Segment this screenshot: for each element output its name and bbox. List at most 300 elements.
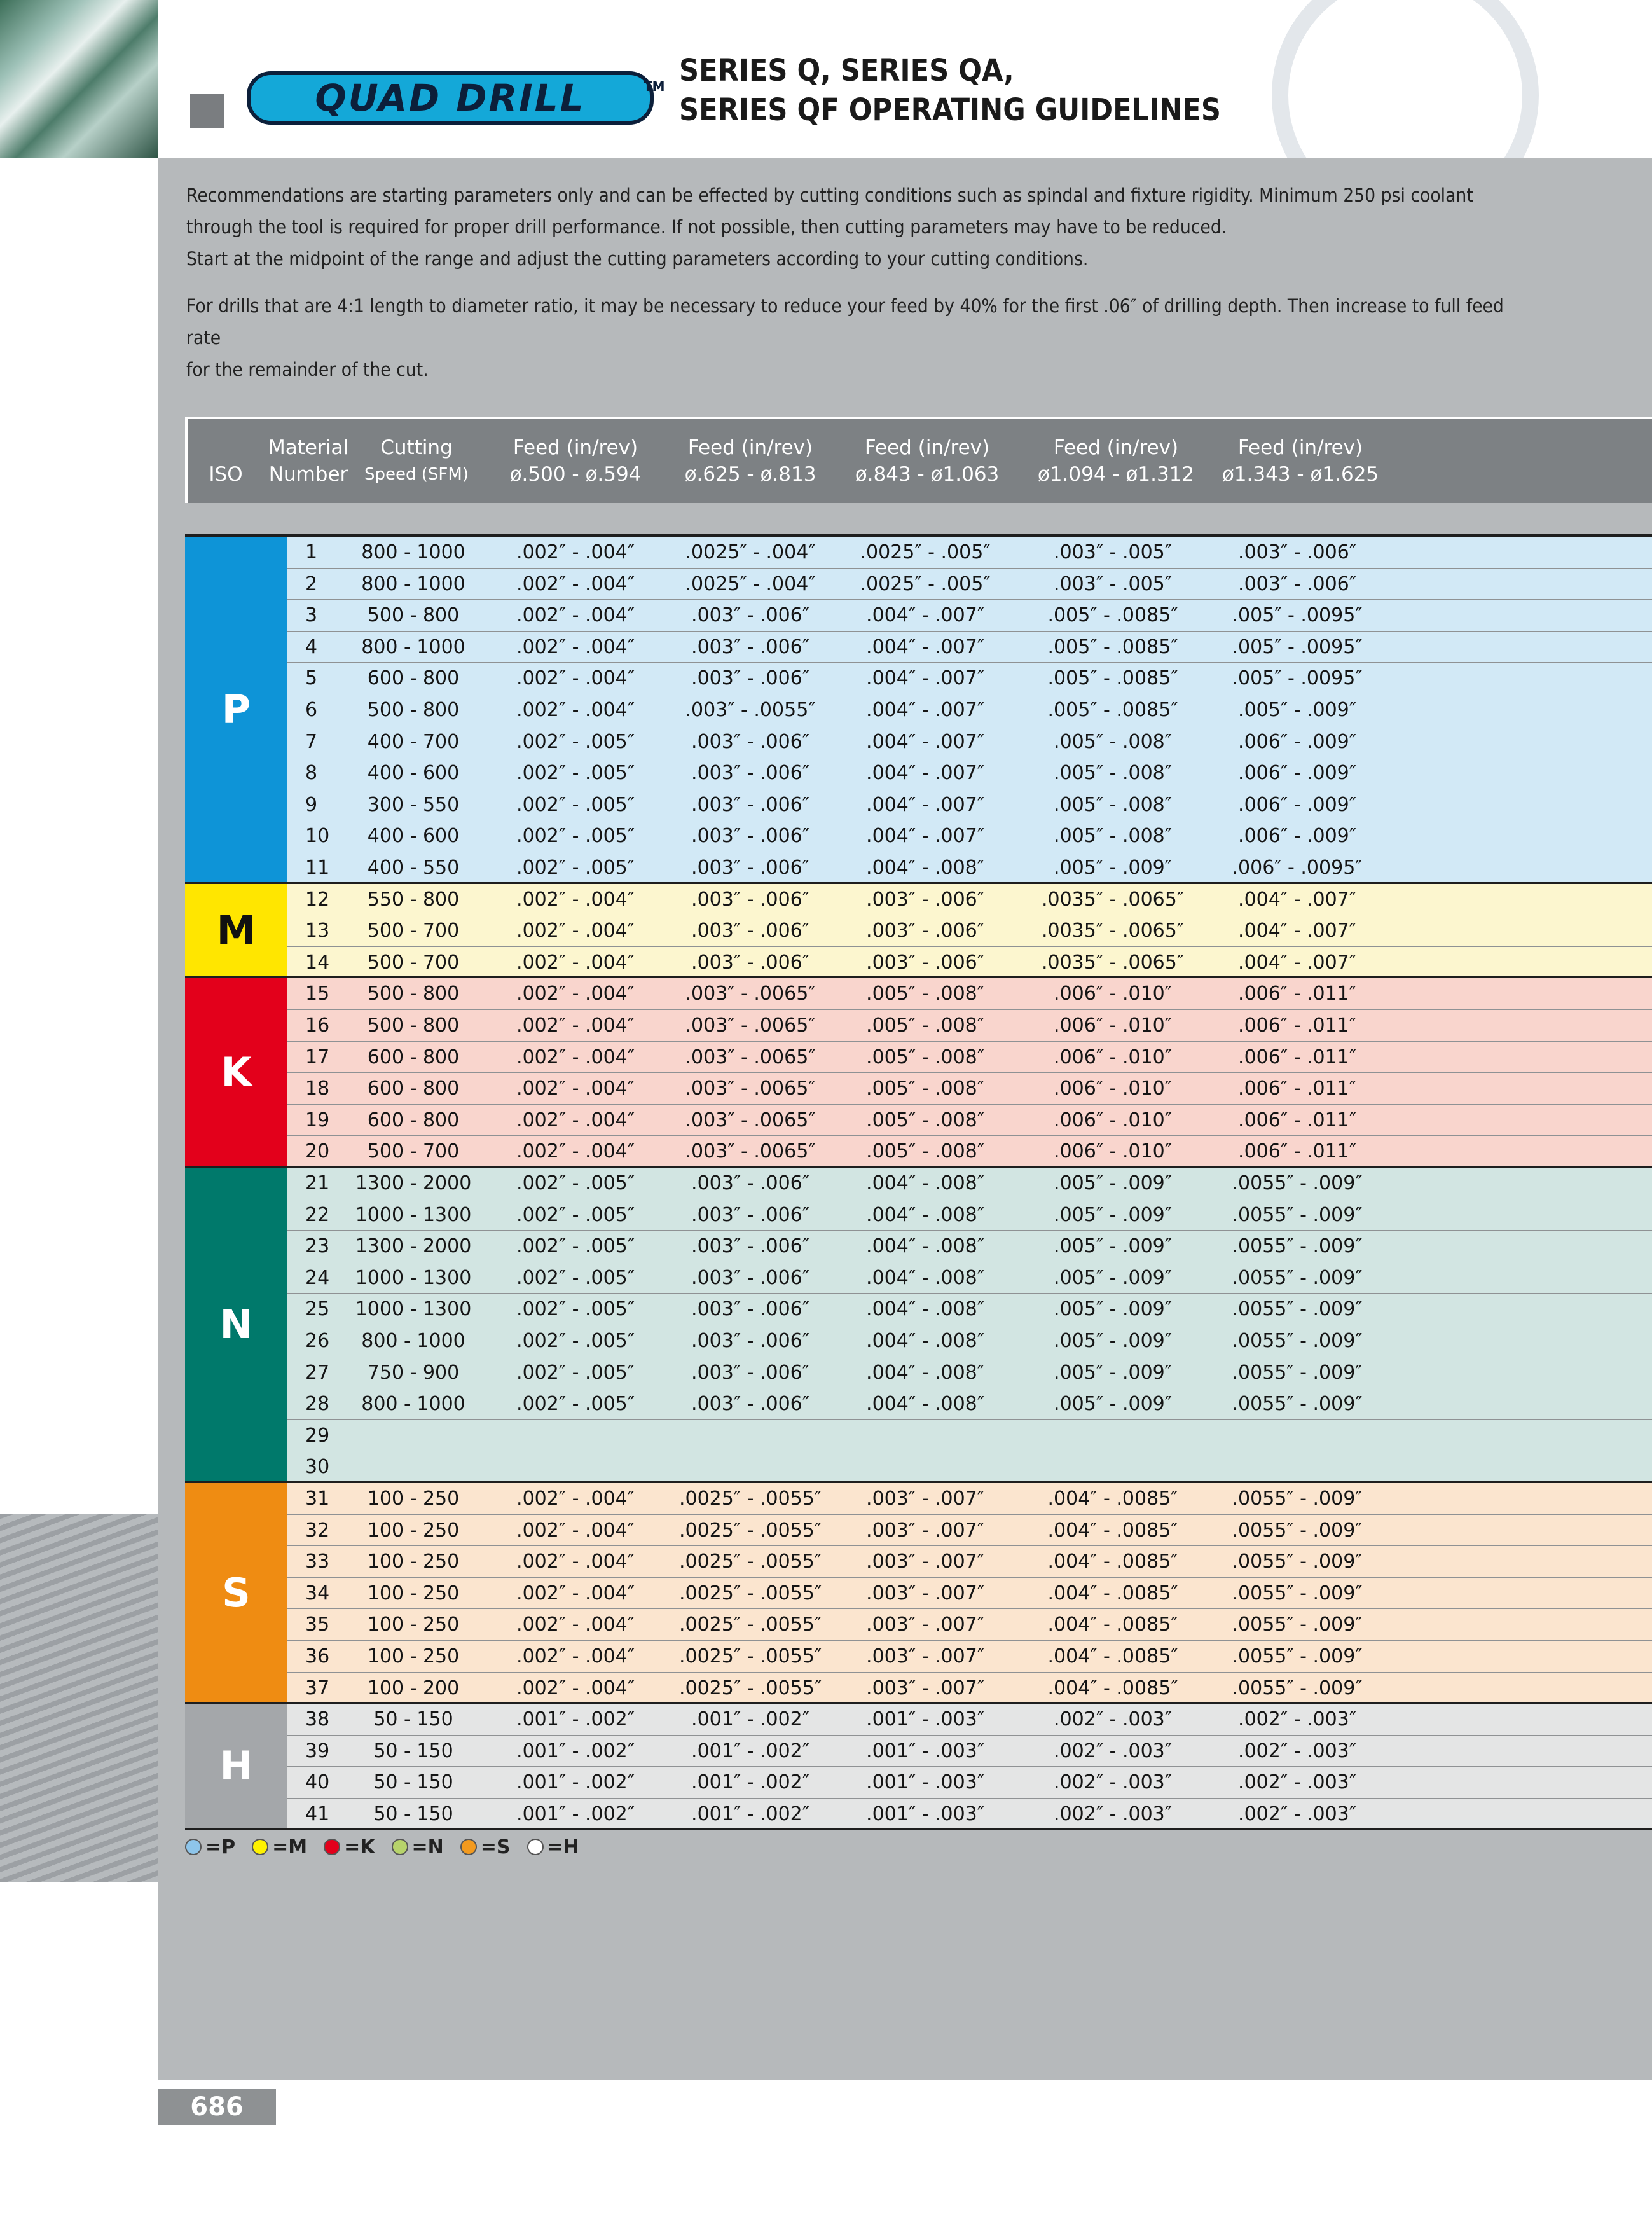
feed-3: .0025″ - .005″ [860, 541, 991, 563]
table-row [287, 1388, 1652, 1420]
feed-5: .0055″ - .009″ [1232, 1203, 1363, 1226]
material-number: 27 [305, 1361, 330, 1384]
feed-4: .006″ - .010″ [1054, 1140, 1172, 1163]
feed-4: .006″ - .010″ [1054, 1109, 1172, 1131]
feed-1: .002″ - .004″ [516, 1645, 635, 1668]
table-row [287, 1294, 1652, 1325]
cutting-speed: 500 - 700 [367, 951, 460, 974]
cutting-speed: 100 - 250 [367, 1582, 460, 1605]
feed-4: .003″ - .005″ [1054, 572, 1172, 595]
header-material [264, 434, 353, 488]
feed-2: .003″ - .006″ [691, 888, 809, 911]
feed-2: .003″ - .006″ [691, 1330, 809, 1352]
header-feed-1-line2: ø.500 - ø.594 [509, 463, 642, 486]
material-number: 35 [305, 1613, 330, 1636]
table-row [287, 947, 1652, 979]
page-bottom [158, 2080, 1652, 2231]
feed-3: .004″ - .007″ [866, 635, 984, 658]
feed-1: .002″ - .004″ [516, 1519, 635, 1542]
feed-1: .002″ - .005″ [516, 1330, 635, 1352]
feed-3: .004″ - .008″ [866, 1361, 984, 1384]
feed-1: .002″ - .004″ [516, 1488, 635, 1510]
feed-1 [490, 1451, 661, 1482]
table-row [287, 884, 1652, 916]
header-square [190, 94, 224, 128]
table-row [287, 1767, 1652, 1799]
legend-item [527, 1836, 579, 1858]
legend-label: =S [480, 1835, 511, 1858]
feed-5 [1202, 1420, 1393, 1451]
cutting-speed: 400 - 600 [367, 825, 460, 848]
cutting-speed: 500 - 700 [367, 1140, 460, 1163]
material-number: 25 [305, 1298, 330, 1321]
feed-1 [490, 1420, 661, 1451]
feed-4: .004″ - .0085″ [1047, 1676, 1178, 1699]
table-row [287, 757, 1652, 789]
cutting-speed: 100 - 250 [367, 1645, 460, 1668]
feed-1: .002″ - .005″ [516, 1361, 635, 1384]
page-title [679, 51, 1379, 130]
feed-1: .002″ - .005″ [516, 1235, 635, 1258]
legend-item [252, 1836, 307, 1858]
material-number: 29 [305, 1424, 330, 1447]
feed-5: .006″ - .011″ [1238, 1140, 1356, 1163]
table-row [287, 820, 1652, 852]
feed-1: .001″ - .002″ [516, 1771, 635, 1794]
feed-4: .005″ - .008″ [1054, 793, 1172, 816]
intro-p2-line1: For drills that are 4:1 length to diameter ratio, it may be necessary to reduce your feed by 40% for the first .06″ of drilling depth. Then increase to full feed rate [186, 295, 1504, 349]
material-number: 26 [305, 1330, 330, 1352]
table-row [287, 1199, 1652, 1231]
header-speed-line1: Cutting [380, 436, 453, 459]
table-row [287, 1420, 1652, 1452]
logo-text: QUAD DRILL [315, 76, 586, 120]
feed-4: .002″ - .003″ [1054, 1803, 1172, 1825]
feed-3: .001″ - .003″ [866, 1739, 984, 1762]
header-feed-5-line1: Feed (in/rev) [1237, 436, 1363, 459]
material-number: 24 [305, 1266, 330, 1289]
feed-4: .002″ - .003″ [1054, 1771, 1172, 1794]
feed-4: .005″ - .008″ [1054, 730, 1172, 753]
header-speed-line2: Speed (SFM) [364, 465, 469, 484]
table-row [287, 1736, 1652, 1767]
feed-2: .003″ - .006″ [691, 1298, 809, 1321]
material-number: 18 [305, 1077, 330, 1100]
feed-1: .002″ - .005″ [516, 1203, 635, 1226]
feed-2 [664, 1420, 836, 1451]
table-row [287, 978, 1652, 1010]
feed-2: .003″ - .006″ [691, 667, 809, 690]
feed-5: .0055″ - .009″ [1232, 1488, 1363, 1510]
quad-drill-logo [247, 71, 654, 125]
feed-4: .006″ - .010″ [1054, 1014, 1172, 1037]
feed-4: .005″ - .0085″ [1047, 604, 1178, 627]
header-material-line1: Material [268, 436, 348, 459]
iso-group-m: M [185, 884, 287, 979]
intro-p1-line2: through the tool is required for proper drill performance. If not possible, then cutting parameters may have to be reduced. [186, 216, 1227, 238]
material-number: 40 [305, 1771, 330, 1794]
iso-group-s: S [185, 1483, 287, 1704]
table-header [185, 417, 1652, 503]
material-number: 20 [305, 1140, 330, 1163]
feed-4: .006″ - .010″ [1054, 1046, 1172, 1068]
material-number: 37 [305, 1676, 330, 1699]
table-row [287, 789, 1652, 821]
cutting-speed: 500 - 800 [367, 604, 460, 627]
feed-4: .006″ - .010″ [1054, 983, 1172, 1005]
feed-3: .004″ - .008″ [866, 1203, 984, 1226]
feed-5: .003″ - .006″ [1238, 572, 1356, 595]
material-number: 38 [305, 1708, 330, 1731]
feed-1: .002″ - .005″ [516, 1266, 635, 1289]
cutting-speed: 600 - 800 [367, 1046, 460, 1068]
feed-5: .0055″ - .009″ [1232, 1172, 1363, 1194]
feed-4: .0035″ - .0065″ [1041, 888, 1185, 911]
feed-5: .003″ - .006″ [1238, 541, 1356, 563]
legend-label: =N [411, 1835, 444, 1858]
feed-5: .0055″ - .009″ [1232, 1298, 1363, 1321]
feed-3: .004″ - .008″ [866, 1393, 984, 1416]
feed-2: .003″ - .006″ [691, 1266, 809, 1289]
feed-4: .0035″ - .0065″ [1041, 920, 1185, 943]
header-feed-3-line2: ø.843 - ø1.063 [855, 463, 1000, 486]
feed-5: .006″ - .009″ [1238, 825, 1356, 848]
table-row [287, 1042, 1652, 1074]
feed-2: .0025″ - .004″ [685, 572, 816, 595]
feed-1: .002″ - .005″ [516, 1298, 635, 1321]
cutting-speed: 50 - 150 [373, 1708, 453, 1731]
feed-3: .004″ - .008″ [866, 1330, 984, 1352]
feed-3: .004″ - .007″ [866, 667, 984, 690]
feed-1: .002″ - .004″ [516, 635, 635, 658]
feed-1: .002″ - .004″ [516, 1551, 635, 1573]
table-row [287, 600, 1652, 632]
table-row [287, 1546, 1652, 1578]
material-number: 41 [305, 1803, 330, 1825]
feed-2: .003″ - .0065″ [685, 1109, 816, 1131]
feed-2: .003″ - .006″ [691, 1203, 809, 1226]
feed-4: .003″ - .005″ [1054, 541, 1172, 563]
table-row [287, 1325, 1652, 1357]
feed-1: .002″ - .004″ [516, 604, 635, 627]
feed-1: .001″ - .002″ [516, 1739, 635, 1762]
table-row [287, 1010, 1652, 1042]
cutting-speed: 500 - 800 [367, 983, 460, 1005]
feed-5: .006″ - .011″ [1238, 1077, 1356, 1100]
feed-5: .0055″ - .009″ [1232, 1551, 1363, 1573]
feed-4: .002″ - .003″ [1054, 1708, 1172, 1731]
feed-3: .003″ - .007″ [866, 1488, 984, 1510]
feed-2: .0025″ - .0055″ [678, 1488, 822, 1510]
cutting-speed: 100 - 250 [367, 1519, 460, 1542]
cutting-speed: 550 - 800 [367, 888, 460, 911]
feed-1: .002″ - .004″ [516, 983, 635, 1005]
legend-label: =K [344, 1835, 375, 1858]
feed-2: .0025″ - .0055″ [678, 1645, 822, 1668]
material-number: 32 [305, 1519, 330, 1542]
material-number: 33 [305, 1551, 330, 1573]
feed-2: .003″ - .006″ [691, 793, 809, 816]
feed-3: .004″ - .008″ [866, 1235, 984, 1258]
feed-5: .0055″ - .009″ [1232, 1676, 1363, 1699]
feed-2: .003″ - .006″ [691, 920, 809, 943]
feed-2: .0025″ - .0055″ [678, 1613, 822, 1636]
material-number: 22 [305, 1203, 330, 1226]
cutting-speed: 50 - 150 [373, 1803, 453, 1825]
feed-2: .003″ - .0065″ [685, 1077, 816, 1100]
material-number: 13 [305, 920, 330, 943]
legend-item [324, 1836, 375, 1858]
feed-4: .005″ - .009″ [1054, 1266, 1172, 1289]
legend-label: =M [272, 1835, 308, 1858]
feed-1: .002″ - .004″ [516, 541, 635, 563]
feed-4: .005″ - .0085″ [1047, 667, 1178, 690]
feed-4: .005″ - .008″ [1054, 762, 1172, 785]
feed-2: .0025″ - .004″ [685, 541, 816, 563]
feed-2: .003″ - .0065″ [685, 1046, 816, 1068]
table-row [287, 726, 1652, 758]
table-row [287, 1231, 1652, 1262]
feed-3: .003″ - .007″ [866, 1551, 984, 1573]
table-row [287, 537, 1652, 569]
intro-text [186, 179, 1543, 401]
feed-3: .004″ - .007″ [866, 699, 984, 721]
legend-dot-icon [185, 1839, 202, 1855]
feed-5: .0055″ - .009″ [1232, 1519, 1363, 1542]
feed-3: .004″ - .007″ [866, 825, 984, 848]
feed-4: .002″ - .003″ [1054, 1739, 1172, 1762]
material-number: 28 [305, 1393, 330, 1416]
material-number: 6 [305, 699, 318, 721]
cutting-speed: 750 - 900 [367, 1361, 460, 1384]
feed-2: .0025″ - .0055″ [678, 1676, 822, 1699]
feed-3: .004″ - .007″ [866, 793, 984, 816]
logo-trademark: TM [644, 79, 665, 94]
material-number: 15 [305, 983, 330, 1005]
material-number: 21 [305, 1172, 330, 1194]
feed-1: .002″ - .005″ [516, 857, 635, 879]
feed-3: .003″ - .007″ [866, 1645, 984, 1668]
feed-3: .005″ - .008″ [866, 1140, 984, 1163]
intro-paragraph-2 [186, 290, 1543, 385]
feed-3: .004″ - .007″ [866, 730, 984, 753]
header-iso: ISO [209, 463, 243, 486]
feed-3: .005″ - .008″ [866, 1014, 984, 1037]
material-number: 9 [305, 793, 318, 816]
header-feed-1-line1: Feed (in/rev) [513, 436, 638, 459]
material-number: 14 [305, 951, 330, 974]
cutting-speed: 600 - 800 [367, 1109, 460, 1131]
feed-2: .003″ - .006″ [691, 604, 809, 627]
header-feed-1 [490, 434, 661, 488]
feed-2: .003″ - .006″ [691, 825, 809, 848]
feed-5: .0055″ - .009″ [1232, 1393, 1363, 1416]
legend-item [392, 1836, 444, 1858]
header-feed-5 [1205, 434, 1396, 488]
feed-2: .003″ - .0065″ [685, 983, 816, 1005]
feed-2: .003″ - .0065″ [685, 1014, 816, 1037]
feed-5: .006″ - .011″ [1238, 1014, 1356, 1037]
feed-5: .006″ - .009″ [1238, 793, 1356, 816]
feed-2 [664, 1451, 836, 1482]
feed-1: .002″ - .004″ [516, 1582, 635, 1605]
feed-4: .006″ - .010″ [1054, 1077, 1172, 1100]
feed-1: .002″ - .004″ [516, 1140, 635, 1163]
feed-2: .0025″ - .0055″ [678, 1582, 822, 1605]
feed-4: .004″ - .0085″ [1047, 1488, 1178, 1510]
feed-2: .003″ - .006″ [691, 951, 809, 974]
material-number: 17 [305, 1046, 330, 1068]
material-number: 5 [305, 667, 318, 690]
feed-5: .004″ - .007″ [1238, 951, 1356, 974]
cutting-speed: 800 - 1000 [361, 572, 465, 595]
table-row [287, 1483, 1652, 1515]
material-number: 34 [305, 1582, 330, 1605]
material-number: 1 [305, 541, 318, 563]
feed-3: .003″ - .006″ [866, 920, 984, 943]
header-photo [0, 0, 158, 158]
feed-1: .002″ - .004″ [516, 920, 635, 943]
feed-5: .0055″ - .009″ [1232, 1235, 1363, 1258]
material-number: 7 [305, 730, 318, 753]
table-row [287, 852, 1652, 884]
feed-4: .005″ - .0085″ [1047, 635, 1178, 658]
feed-4: .004″ - .0085″ [1047, 1613, 1178, 1636]
header-feed-2-line2: ø.625 - ø.813 [684, 463, 816, 486]
cutting-speed: 1300 - 2000 [355, 1172, 472, 1194]
feed-1: .002″ - .004″ [516, 667, 635, 690]
feed-2: .003″ - .006″ [691, 1235, 809, 1258]
table-row [287, 1799, 1652, 1830]
feed-4: .0035″ - .0065″ [1041, 951, 1185, 974]
feed-1: .002″ - .004″ [516, 888, 635, 911]
feed-3: .005″ - .008″ [866, 1046, 984, 1068]
cutting-speed: 500 - 800 [367, 1014, 460, 1037]
material-number: 31 [305, 1488, 330, 1510]
cutting-speed: 1300 - 2000 [355, 1235, 472, 1258]
feed-2: .003″ - .006″ [691, 730, 809, 753]
material-number: 36 [305, 1645, 330, 1668]
feed-3: .004″ - .008″ [866, 857, 984, 879]
legend-label: =H [547, 1835, 579, 1858]
feed-2: .001″ - .002″ [691, 1739, 809, 1762]
feed-5: .004″ - .007″ [1238, 888, 1356, 911]
feed-2: .001″ - .002″ [691, 1771, 809, 1794]
cutting-speed: 500 - 700 [367, 920, 460, 943]
legend-dot-icon [527, 1839, 544, 1855]
feed-2: .0025″ - .0055″ [678, 1519, 822, 1542]
feed-1: .002″ - .005″ [516, 762, 635, 785]
feed-4: .005″ - .009″ [1054, 1235, 1172, 1258]
cutting-speed: 400 - 700 [367, 730, 460, 753]
table-row [287, 1357, 1652, 1389]
material-number: 4 [305, 635, 318, 658]
feed-3: .005″ - .008″ [866, 983, 984, 1005]
feed-4: .005″ - .009″ [1054, 1393, 1172, 1416]
feed-2: .003″ - .0055″ [685, 699, 816, 721]
feed-2: .0025″ - .0055″ [678, 1551, 822, 1573]
left-decoration [0, 1514, 158, 1882]
material-number: 30 [305, 1456, 330, 1479]
material-number: 8 [305, 762, 318, 785]
legend-dot-icon [392, 1839, 408, 1855]
table-row [287, 663, 1652, 694]
feed-2: .003″ - .006″ [691, 1172, 809, 1194]
feed-2: .003″ - .006″ [691, 1361, 809, 1384]
feed-5: .006″ - .0095″ [1232, 857, 1363, 879]
feed-1: .002″ - .004″ [516, 699, 635, 721]
feed-3: .004″ - .008″ [866, 1172, 984, 1194]
feed-3: .003″ - .006″ [866, 888, 984, 911]
table-row [287, 569, 1652, 600]
feed-4: .005″ - .009″ [1054, 1361, 1172, 1384]
cutting-speed: 600 - 800 [367, 667, 460, 690]
table-row [287, 1073, 1652, 1105]
feed-2: .003″ - .006″ [691, 635, 809, 658]
cutting-speed: 100 - 200 [367, 1676, 460, 1699]
feed-5: .0055″ - .009″ [1232, 1582, 1363, 1605]
cutting-speed: 400 - 550 [367, 857, 460, 879]
feed-3: .003″ - .007″ [866, 1582, 984, 1605]
feed-1: .002″ - .005″ [516, 730, 635, 753]
feed-5: .0055″ - .009″ [1232, 1266, 1363, 1289]
feed-5: .006″ - .009″ [1238, 730, 1356, 753]
cutting-speed: 1000 - 1300 [355, 1298, 472, 1321]
feed-3: .004″ - .008″ [866, 1266, 984, 1289]
feed-3: .001″ - .003″ [866, 1803, 984, 1825]
cutting-speed: 800 - 1000 [361, 635, 465, 658]
cutting-speed: 800 - 1000 [361, 1330, 465, 1352]
feed-1: .001″ - .002″ [516, 1803, 635, 1825]
material-number: 39 [305, 1739, 330, 1762]
material-number: 23 [305, 1235, 330, 1258]
material-number: 19 [305, 1109, 330, 1131]
feed-1: .002″ - .004″ [516, 1077, 635, 1100]
cutting-speed: 1000 - 1300 [355, 1203, 472, 1226]
cutting-speed: 100 - 250 [367, 1613, 460, 1636]
feed-4: .005″ - .009″ [1054, 857, 1172, 879]
feed-3: .003″ - .006″ [866, 951, 984, 974]
cutting-speed: 50 - 150 [373, 1771, 453, 1794]
cutting-speed: 300 - 550 [367, 793, 460, 816]
header-feed-4 [1021, 434, 1211, 488]
table-row [287, 1451, 1652, 1483]
table-row [287, 1704, 1652, 1736]
header-feed-5-line2: ø1.343 - ø1.625 [1222, 463, 1379, 486]
table-row [287, 1262, 1652, 1294]
feed-3: .004″ - .007″ [866, 762, 984, 785]
header-feed-2 [664, 434, 836, 488]
table-row [287, 915, 1652, 947]
feed-5: .0055″ - .009″ [1232, 1361, 1363, 1384]
legend-dot-icon [252, 1839, 268, 1855]
iso-legend [185, 1834, 596, 1860]
material-number: 3 [305, 604, 318, 627]
table-row [287, 1168, 1652, 1199]
page-number: 686 [158, 2089, 276, 2125]
feed-4 [1017, 1451, 1208, 1482]
cutting-speed: 1000 - 1300 [355, 1266, 472, 1289]
feed-1: .002″ - .004″ [516, 951, 635, 974]
feed-4: .005″ - .009″ [1054, 1298, 1172, 1321]
legend-label: =P [205, 1835, 236, 1858]
feed-3: .001″ - .003″ [866, 1708, 984, 1731]
feed-2: .003″ - .006″ [691, 1393, 809, 1416]
iso-group-k: K [185, 978, 287, 1168]
feed-1: .002″ - .004″ [516, 1109, 635, 1131]
material-number: 12 [305, 888, 330, 911]
feed-5: .005″ - .0095″ [1232, 667, 1363, 690]
